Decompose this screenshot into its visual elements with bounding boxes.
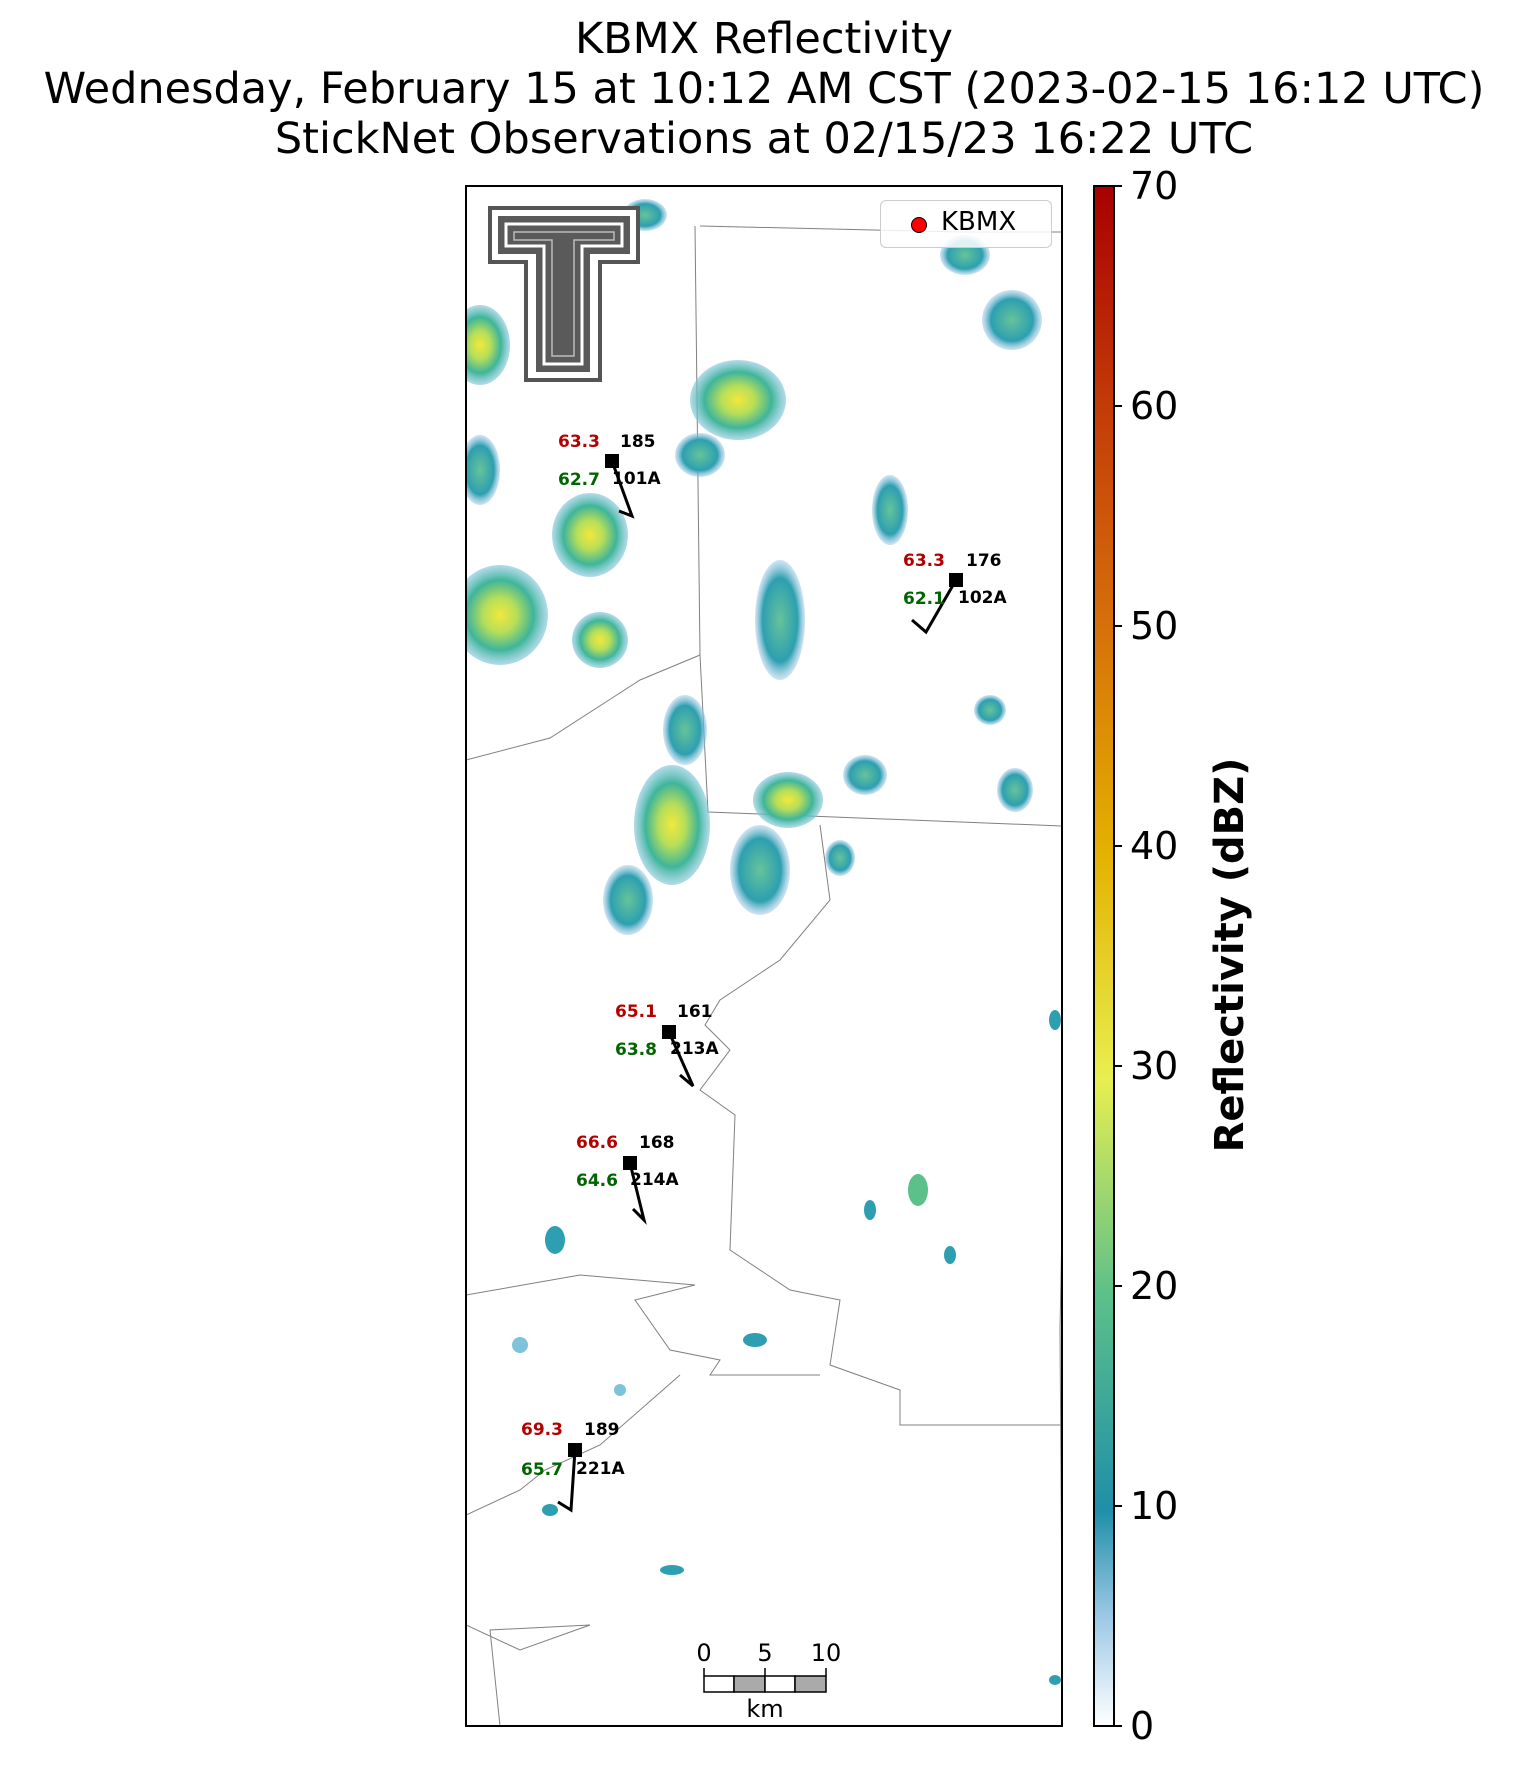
station-dewpoint: 62.1	[903, 589, 945, 609]
colorbar-tick-label: 20	[1130, 1264, 1179, 1308]
colorbar-tick-label: 60	[1130, 384, 1179, 428]
title-line-3: StickNet Observations at 02/15/23 16:22 UTC	[274, 114, 1254, 164]
scalebar-unit: km	[746, 1695, 784, 1723]
colorbar-tick-label: 70	[1130, 164, 1179, 208]
colorbar	[1094, 186, 1114, 1726]
station-dewpoint: 65.7	[521, 1460, 563, 1480]
radar-marker-icon	[911, 217, 927, 233]
station-number: 161	[677, 1002, 713, 1022]
station-temp: 63.3	[903, 551, 945, 571]
station-number: 176	[966, 551, 1002, 571]
colorbar-tick-label: 40	[1130, 824, 1179, 868]
legend	[880, 200, 1052, 248]
station-dewpoint: 64.6	[576, 1171, 618, 1191]
station-temp: 65.1	[615, 1002, 657, 1022]
title-line-1: KBMX Reflectivity	[574, 14, 953, 64]
colorbar-tick-label: 30	[1130, 1044, 1179, 1088]
station-temp: 66.6	[576, 1133, 618, 1153]
station-number: 189	[584, 1420, 620, 1440]
station-number: 185	[620, 432, 656, 452]
station-dewpoint: 62.7	[558, 470, 600, 490]
station-id: 221A	[576, 1459, 625, 1479]
scalebar-tick-10: 10	[810, 1639, 842, 1667]
legend-label: KBMX	[941, 207, 1017, 237]
title-line-2: Wednesday, February 15 at 10:12 AM CST (2023-02-15 16:12 UTC)	[43, 64, 1485, 114]
station-id: 101A	[612, 469, 661, 489]
station-temp: 69.3	[521, 1420, 563, 1440]
station-id: 214A	[630, 1170, 679, 1190]
station-id: 102A	[958, 588, 1007, 608]
station-temp: 63.3	[558, 432, 600, 452]
scalebar-tick-5: 5	[757, 1639, 773, 1667]
scalebar-tick-0: 0	[696, 1639, 712, 1667]
colorbar-tick-label: 50	[1130, 604, 1179, 648]
colorbar-tick-label: 10	[1130, 1484, 1179, 1528]
station-id: 213A	[670, 1039, 719, 1059]
colorbar-tick-marks	[1114, 186, 1122, 1726]
colorbar-tick-label: 0	[1130, 1704, 1155, 1748]
station-number: 168	[639, 1133, 675, 1153]
colorbar-title: Reflectivity (dBZ)	[1207, 757, 1253, 1153]
station-dewpoint: 63.8	[615, 1040, 657, 1060]
